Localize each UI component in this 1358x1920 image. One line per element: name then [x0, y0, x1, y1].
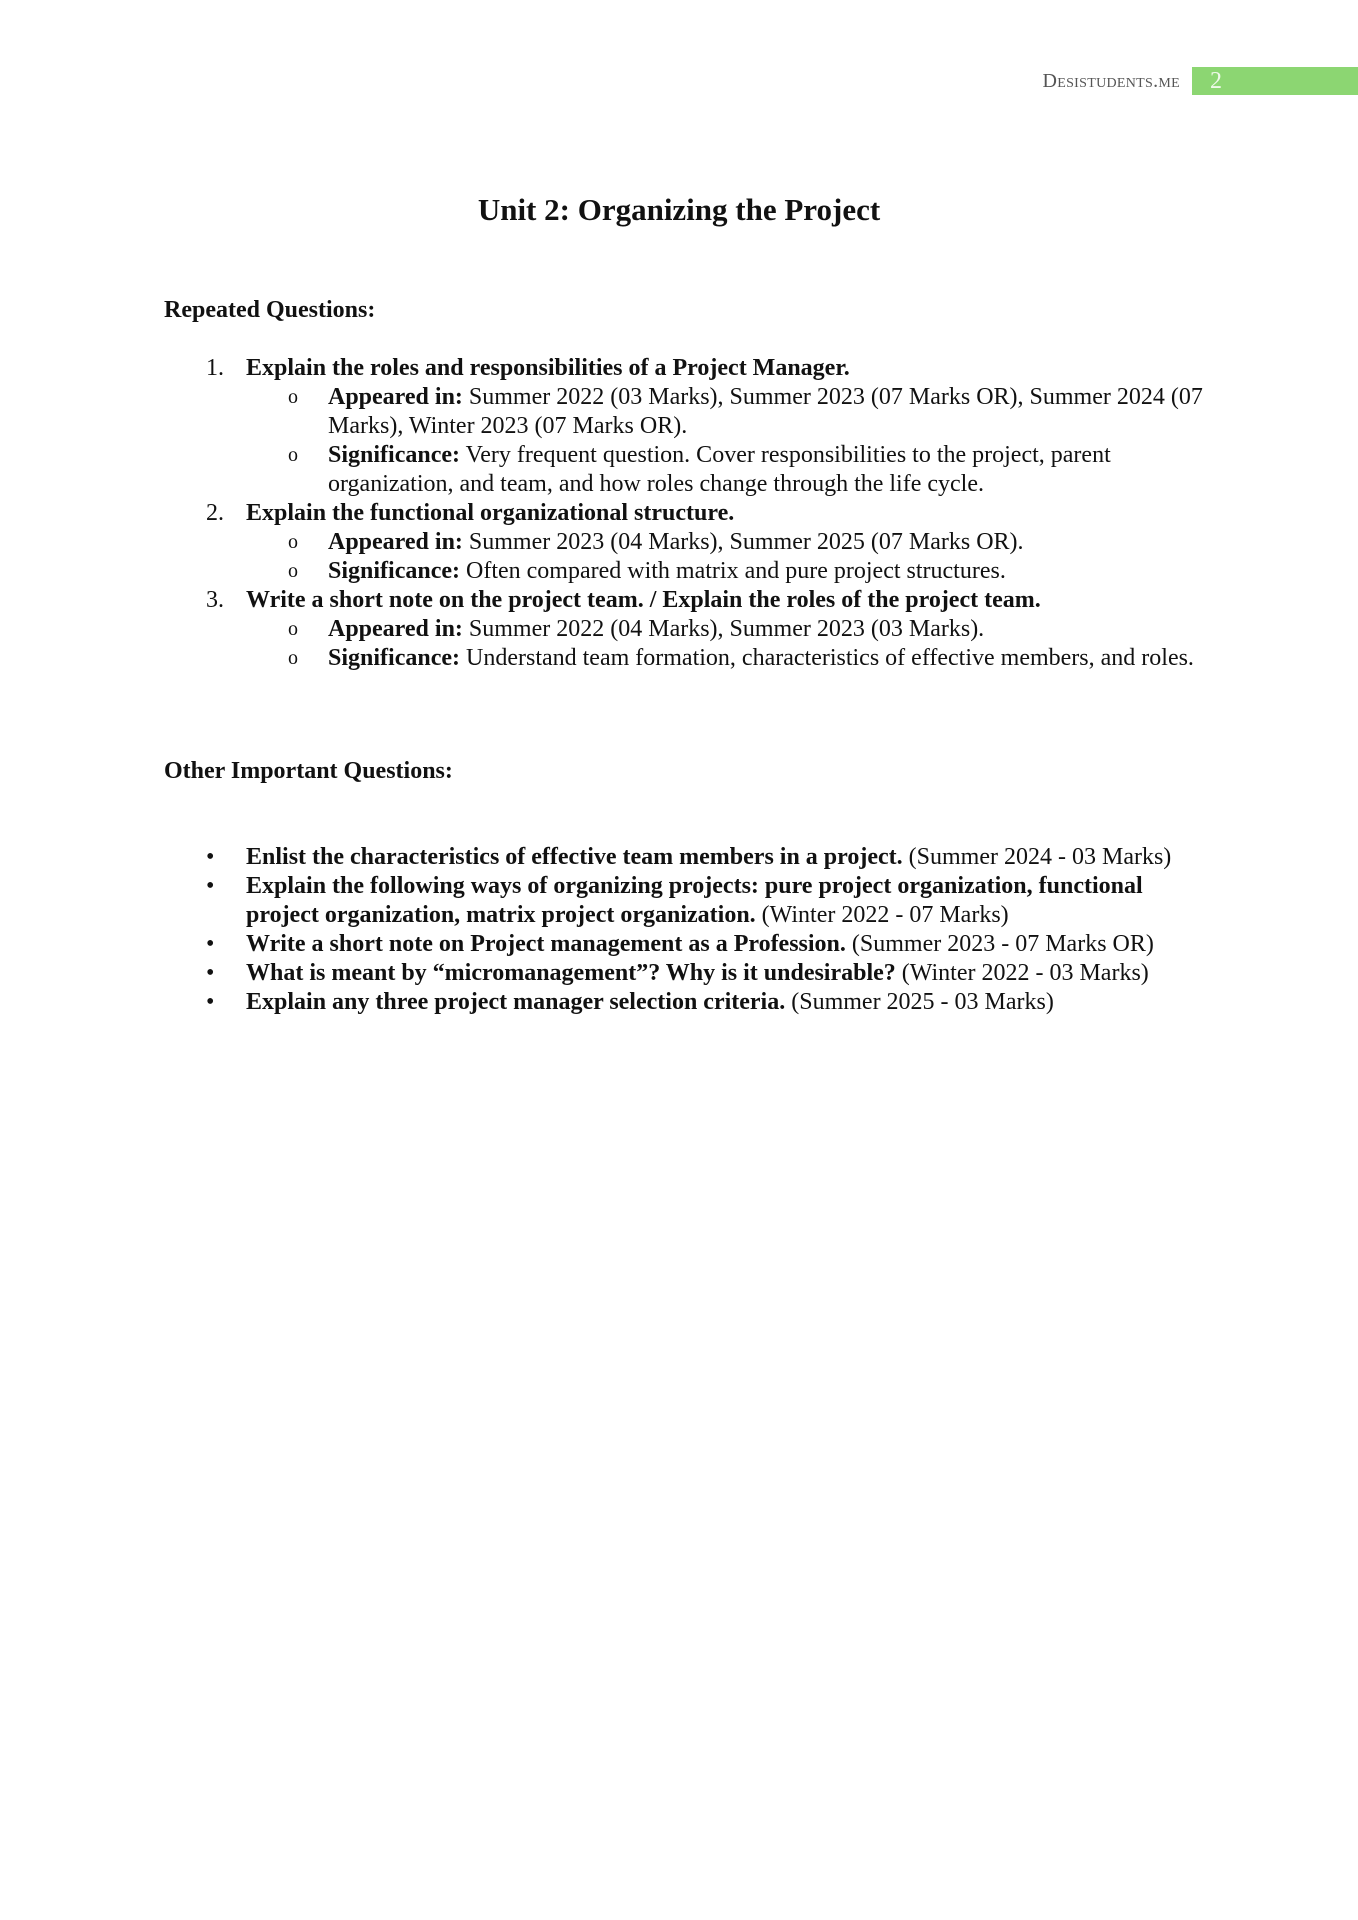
- question-meta: (Winter 2022 - 07 Marks): [761, 902, 1009, 928]
- item-number: 3.: [206, 587, 224, 613]
- site-name: Desistudents.me: [1042, 70, 1180, 92]
- circle-bullet-icon: o: [288, 560, 298, 582]
- question: Explain the functional organizational structure.: [246, 500, 735, 526]
- significance-text: Often compared with matrix and pure project structures.: [466, 558, 1006, 584]
- label: Significance:: [328, 645, 460, 671]
- question: Explain the roles and responsibilities of a Project Manager.: [246, 355, 850, 381]
- question: Enlist the characteristics of effective team members in a project.: [246, 844, 903, 870]
- other-questions-heading: Other Important Questions:: [164, 758, 453, 784]
- list-item: [164, 499, 1204, 528]
- bullet-icon: •: [206, 960, 215, 986]
- sub-item-significance: [164, 441, 1204, 499]
- appeared-text: Summer 2022 (03 Marks), Summer 2023 (07 Marks OR), Summer 2024 (07 Marks), Winter 2023 (07 Marks OR).: [328, 384, 1203, 439]
- circle-bullet-icon: o: [288, 618, 298, 640]
- question-meta: (Summer 2024 - 03 Marks): [908, 844, 1172, 870]
- list-item: [164, 843, 1204, 872]
- question-meta: (Summer 2025 - 03 Marks): [791, 989, 1054, 1015]
- repeated-questions-heading: Repeated Questions:: [164, 297, 376, 323]
- circle-bullet-icon: o: [288, 531, 298, 553]
- bullet-icon: •: [206, 989, 215, 1015]
- list-item: [164, 959, 1204, 988]
- question-meta: (Summer 2023 - 07 Marks OR): [851, 931, 1154, 957]
- other-questions-section: [164, 757, 1204, 1017]
- bullet-icon: •: [206, 931, 215, 957]
- label: Significance:: [328, 558, 460, 584]
- significance-text: Very frequent question. Cover responsibilities to the project, parent organization, and team, and how roles change through the life cycle.: [328, 442, 1111, 497]
- bullet-icon: •: [206, 873, 215, 899]
- label: Significance:: [328, 442, 460, 468]
- repeated-questions-section: [164, 296, 1204, 673]
- repeated-questions-list: [164, 354, 1204, 673]
- question: What is meant by “micromanagement”? Why is it undesirable?: [246, 960, 896, 986]
- sub-item-significance: [164, 557, 1204, 586]
- circle-bullet-icon: o: [288, 647, 298, 669]
- page-title: Unit 2: Organizing the Project: [477, 192, 881, 227]
- list-item: [164, 586, 1204, 615]
- list-item: [164, 354, 1204, 383]
- significance-text: Understand team formation, characteristics of effective members, and roles.: [466, 645, 1194, 671]
- list-item: [164, 930, 1204, 959]
- item-number: 1.: [206, 355, 224, 381]
- label: Appeared in:: [328, 529, 463, 555]
- other-questions-list: [164, 843, 1204, 1017]
- sub-item-appeared: [164, 528, 1204, 557]
- label: Appeared in:: [328, 616, 463, 642]
- question-meta: (Winter 2022 - 03 Marks): [901, 960, 1149, 986]
- question: Explain any three project manager selection criteria.: [246, 989, 786, 1015]
- sub-item-appeared: [164, 383, 1204, 441]
- list-item: [164, 988, 1204, 1017]
- circle-bullet-icon: o: [288, 386, 298, 408]
- list-item: [164, 872, 1204, 930]
- bullet-icon: •: [206, 844, 215, 870]
- question: Write a short note on Project management as a Profession.: [246, 931, 846, 957]
- sub-item-appeared: [164, 615, 1204, 644]
- label: Appeared in:: [328, 384, 463, 410]
- item-number: 2.: [206, 500, 224, 526]
- question: Write a short note on the project team. / Explain the roles of the project team.: [246, 587, 1041, 613]
- appeared-text: Summer 2022 (04 Marks), Summer 2023 (03 Marks).: [468, 616, 985, 642]
- sub-item-significance: [164, 644, 1204, 673]
- question: Explain the following ways of organizing projects: pure project organization, functional project organization, matrix project organization.: [246, 873, 1143, 928]
- page-number: 2: [1192, 67, 1358, 95]
- appeared-text: Summer 2023 (04 Marks), Summer 2025 (07 Marks OR).: [468, 529, 1024, 555]
- circle-bullet-icon: o: [288, 444, 298, 466]
